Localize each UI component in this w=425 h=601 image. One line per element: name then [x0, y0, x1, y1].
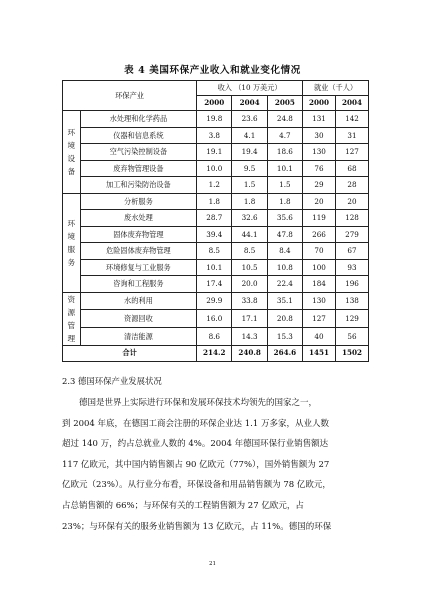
- cell-value: 1.8: [232, 193, 267, 210]
- cell-value: 8.4: [267, 243, 302, 260]
- cell-value: 29: [303, 177, 336, 194]
- group-label: [63, 292, 81, 345]
- table-row: [63, 292, 369, 310]
- row-name: 废弃物管理设备: [80, 160, 197, 177]
- cell-value: 19.1: [197, 144, 232, 161]
- page-number: 21: [209, 561, 216, 567]
- cell-value: 184: [303, 276, 336, 293]
- group-label-char: 环: [67, 218, 76, 228]
- cell-value: 70: [303, 243, 336, 260]
- industry-table: [62, 80, 369, 362]
- cell-value: 35.6: [267, 210, 302, 227]
- cell-value: 16.0: [197, 310, 232, 328]
- cell-value: 17.4: [197, 276, 232, 293]
- total-value: 214.2: [197, 345, 232, 361]
- paragraph-line: 占总销售额的 66%；与环保有关的工程销售额为 27 亿欧元，占: [62, 500, 304, 511]
- cell-value: 19.4: [232, 144, 267, 161]
- paragraph-line: 超过 140 万，约占总就业人数的 4%。2004 年德国环保行业销售额达: [62, 439, 329, 450]
- cell-value: 47.8: [267, 226, 302, 243]
- cell-value: 56: [335, 327, 368, 345]
- table-row: [63, 243, 369, 260]
- cell-value: 17.1: [232, 310, 267, 328]
- cell-value: 28: [335, 177, 368, 194]
- table-row: [63, 259, 369, 276]
- cell-value: 1.5: [267, 177, 302, 194]
- group-label-char: 设: [67, 153, 76, 163]
- total-value: 264.6: [267, 345, 302, 361]
- cell-value: 100: [303, 259, 336, 276]
- cell-value: 76: [303, 160, 336, 177]
- row-name: 空气污染控制设备: [80, 144, 197, 161]
- cell-value: 67: [335, 243, 368, 260]
- table-row: [63, 160, 369, 177]
- group-label-char: 服: [67, 244, 76, 254]
- table-row: [63, 144, 369, 161]
- header-income: 收入 （10 万美元）: [197, 81, 303, 96]
- cell-value: 15.3: [267, 327, 302, 345]
- cell-value: 128: [335, 210, 368, 227]
- year-header: 2000: [303, 96, 336, 111]
- table-row: [63, 127, 369, 144]
- cell-value: 1.8: [197, 193, 232, 210]
- cell-value: 68: [335, 160, 368, 177]
- table-row: [63, 177, 369, 194]
- cell-value: 44.1: [232, 226, 267, 243]
- group-label: [63, 193, 81, 292]
- cell-value: 10.1: [197, 259, 232, 276]
- cell-value: 28.7: [197, 210, 232, 227]
- cell-value: 18.6: [267, 144, 302, 161]
- cell-value: 31: [335, 127, 368, 144]
- table-row: [63, 193, 369, 210]
- table-title: 表 4 美国环保产业收入和就业变化情况: [124, 65, 301, 76]
- cell-value: 3.8: [197, 127, 232, 144]
- cell-value: 8.5: [197, 243, 232, 260]
- cell-value: 129: [335, 310, 368, 328]
- cell-value: 196: [335, 276, 368, 293]
- group-label-char: 境: [67, 231, 76, 241]
- cell-value: 10.0: [197, 160, 232, 177]
- cell-value: 10.5: [232, 259, 267, 276]
- total-label: 合计: [63, 345, 197, 361]
- group-label-char: 资: [67, 294, 76, 304]
- paragraph-line: 德国是世界上实际进行环保和发展环保技术均领先的国家之一，: [62, 398, 318, 408]
- group-label: [63, 111, 81, 194]
- row-name: 废水处理: [80, 210, 197, 227]
- cell-value: 32.6: [232, 210, 267, 227]
- group-label-char: 理: [67, 333, 76, 343]
- cell-value: 23.6: [232, 111, 267, 128]
- cell-value: 29.9: [197, 292, 232, 310]
- cell-value: 266: [303, 226, 336, 243]
- cell-value: 131: [303, 111, 336, 128]
- row-name: 危险固体废弃物管理: [80, 243, 197, 260]
- row-name: 清洁能源: [80, 327, 197, 345]
- header-industry: 环保产业: [63, 81, 197, 111]
- body-paragraph: [62, 393, 367, 537]
- cell-value: 10.8: [267, 259, 302, 276]
- cell-value: 130: [303, 292, 336, 310]
- cell-value: 4.7: [267, 127, 302, 144]
- paragraph-line: 117 亿欧元，其中国内销售额占 90 亿欧元（77%），国外销售额为 27: [62, 459, 330, 470]
- paragraph-line: 23%；与环保有关的服务业销售额为 13 亿欧元，占 11%。德国的环保: [62, 521, 332, 532]
- cell-value: 93: [335, 259, 368, 276]
- paragraph-line: 到 2004 年底，在德国工商会注册的环保企业达 1.1 万多家，从业人数: [62, 418, 329, 429]
- year-header: 2005: [267, 96, 302, 111]
- cell-value: 279: [335, 226, 368, 243]
- total-value: 1502: [335, 345, 368, 361]
- cell-value: 35.1: [267, 292, 302, 310]
- cell-value: 10.1: [267, 160, 302, 177]
- table-row: [63, 111, 369, 128]
- group-label-char: 环: [67, 127, 76, 137]
- group-label-char: 境: [67, 140, 76, 150]
- cell-value: 39.4: [197, 226, 232, 243]
- table-row: [63, 327, 369, 345]
- total-value: 1451: [303, 345, 336, 361]
- cell-value: 30: [303, 127, 336, 144]
- cell-value: 22.4: [267, 276, 302, 293]
- cell-value: 1.8: [267, 193, 302, 210]
- header-employment: 就业（千人）: [303, 81, 369, 96]
- row-name: 水处理和化学药品: [80, 111, 197, 128]
- year-header: 2000: [197, 96, 232, 111]
- cell-value: 127: [335, 144, 368, 161]
- row-name: 水的利用: [80, 292, 197, 310]
- cell-value: 20.0: [232, 276, 267, 293]
- cell-value: 1.2: [197, 177, 232, 194]
- table-row: [63, 210, 369, 227]
- cell-value: 142: [335, 111, 368, 128]
- cell-value: 138: [335, 292, 368, 310]
- cell-value: 40: [303, 327, 336, 345]
- cell-value: 1.5: [232, 177, 267, 194]
- group-label-char: 备: [67, 166, 76, 176]
- cell-value: 130: [303, 144, 336, 161]
- cell-value: 20.8: [267, 310, 302, 328]
- table-row: [63, 310, 369, 328]
- group-label-char: 务: [67, 257, 76, 267]
- row-name: 固体废弃物管理: [80, 226, 197, 243]
- row-name: 分析服务: [80, 193, 197, 210]
- group-label-char: 源: [67, 307, 76, 317]
- cell-value: 9.5: [232, 160, 267, 177]
- cell-value: 33.8: [232, 292, 267, 310]
- cell-value: 119: [303, 210, 336, 227]
- row-name: 环境修复与工业服务: [80, 259, 197, 276]
- total-value: 240.8: [232, 345, 267, 361]
- cell-value: 8.5: [232, 243, 267, 260]
- section-heading: 2.3 德国环保产业发展状况: [62, 376, 162, 386]
- cell-value: 8.6: [197, 327, 232, 345]
- year-header: 2004: [232, 96, 267, 111]
- cell-value: 14.3: [232, 327, 267, 345]
- row-name: 加工和污染防治设备: [80, 177, 197, 194]
- cell-value: 20: [335, 193, 368, 210]
- row-name: 咨询和工程服务: [80, 276, 197, 293]
- cell-value: 4.1: [232, 127, 267, 144]
- row-name: 资源回收: [80, 310, 197, 328]
- paragraph-line: 亿欧元（23%）。从行业分布看，环保设备和用品销售额为 78 亿欧元，: [62, 480, 331, 491]
- cell-value: 127: [303, 310, 336, 328]
- cell-value: 20: [303, 193, 336, 210]
- cell-value: 19.8: [197, 111, 232, 128]
- table-row: [63, 276, 369, 293]
- year-header: 2004: [335, 96, 368, 111]
- cell-value: 24.8: [267, 111, 302, 128]
- table-row: [63, 226, 369, 243]
- group-label-char: 管: [67, 320, 76, 330]
- row-name: 仪器和信息系统: [80, 127, 197, 144]
